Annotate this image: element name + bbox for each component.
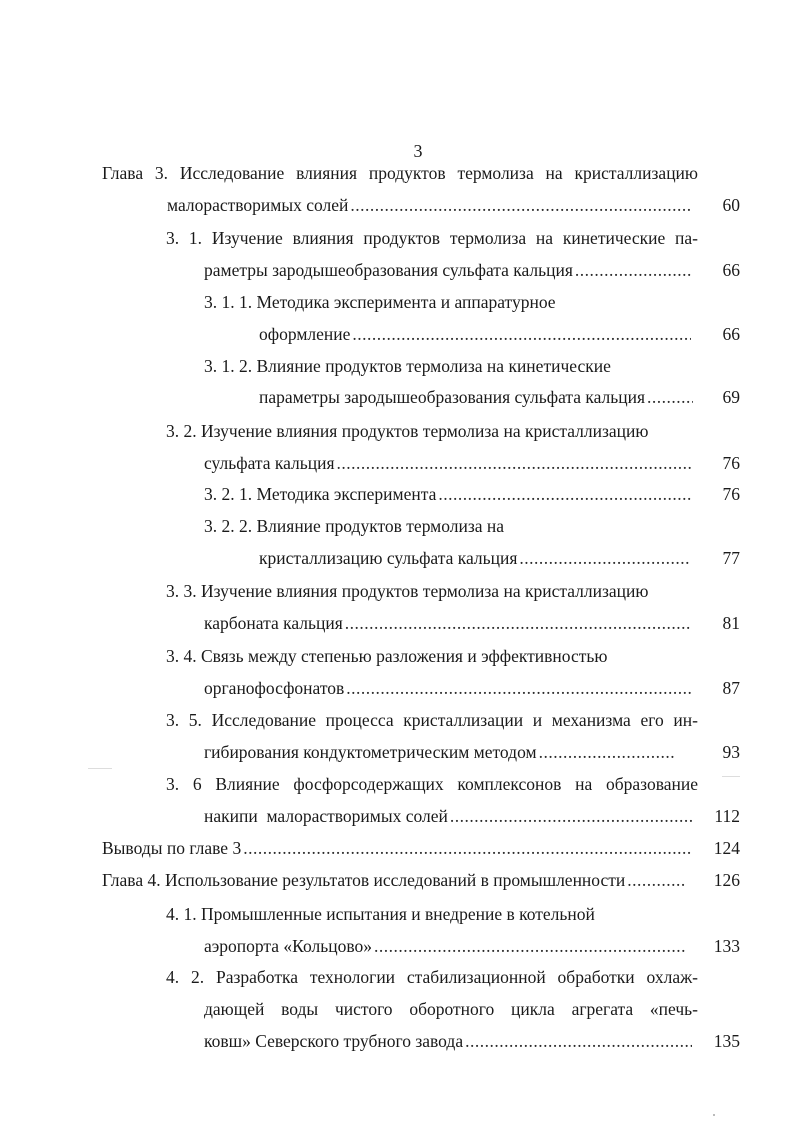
toc-entry-text-line: Глава 4. Использование результатов исследований в промышленности .....	[102, 869, 686, 891]
toc-entry-text-line: 3. 4. Связь между степенью разложения и эффективностью	[166, 646, 608, 666]
toc-entry-text-line: гибирования кондуктометрическим методом .....	[204, 741, 674, 763]
toc-entry-text-line: 3. 1. Изучение влияния продуктов термолиза на кинетические па-	[166, 228, 698, 248]
toc-entry-text-line: 3. 2. 1. Методика эксперимента .....	[204, 483, 691, 505]
toc-entry-text-line: сульфата кальция .....	[204, 452, 691, 474]
toc-page-number: 76	[722, 484, 740, 504]
toc-entry-text-line: кристаллизацию сульфата кальция .....	[259, 547, 691, 569]
toc-entry-text-line: органофосфонатов .....	[204, 677, 692, 699]
toc-page-number: 69	[722, 387, 740, 407]
toc-entry-text-line: 3. 6 Влияние фосфорсодержащих комплексонов на образование	[166, 774, 698, 794]
toc-entry-text-line: раметры зародышеобразования сульфата кальция .....	[204, 259, 692, 281]
toc-entry-text-line: оформление .....	[259, 323, 691, 345]
toc-entry-text-line: 3. 2. 2. Влияние продуктов термолиза на	[204, 516, 505, 536]
toc-entry-text-line: 3. 1. 2. Влияние продуктов термолиза на кинетические	[204, 356, 611, 376]
toc-page-number: 77	[722, 548, 740, 568]
scan-speck	[722, 776, 740, 777]
page-number: 3	[413, 141, 423, 161]
toc-entry-text-line: 3. 3. Изучение влияния продуктов термолиза на кристаллизацию	[166, 581, 649, 601]
toc-page-number: 112	[714, 806, 740, 826]
toc-entry-text-line: Выводы по главе 3 .....	[102, 837, 691, 859]
toc-page-number: 126	[713, 870, 740, 890]
toc-page-number: 87	[722, 678, 740, 698]
toc-page-number: 60	[722, 195, 740, 215]
toc-entry-text-line: малорастворимых солей .....	[167, 194, 690, 216]
toc-entry-text-line: дающей воды чистого оборотного цикла агрегата «печь-	[204, 999, 698, 1019]
toc-page-number: 135	[713, 1031, 740, 1051]
toc-entry-text-line: 4. 1. Промышленные испытания и внедрение в котельной	[166, 904, 595, 924]
toc-entry-text-line: параметры зародышеобразования сульфата кальция .....	[259, 386, 693, 408]
toc-page-number: 93	[722, 742, 740, 762]
toc-page-number: 76	[722, 453, 740, 473]
toc-entry-text-line: 3. 1. 1. Методика эксперимента и аппаратурное	[204, 292, 556, 312]
toc-entry-text-line: накипи малорастворимых солей .....	[204, 805, 692, 827]
toc-page-number: 124	[713, 838, 740, 858]
toc-entry-text-line: 3. 2. Изучение влияния продуктов термолиза на кристаллизацию	[166, 421, 649, 441]
toc-page-number: 66	[722, 260, 740, 280]
scan-speck	[713, 1114, 715, 1116]
toc-page-number: 81	[722, 613, 740, 633]
scan-speck	[88, 768, 112, 769]
toc-entry-text-line: 4. 2. Разработка технологии стабилизационной обработки охлаж-	[166, 967, 698, 987]
toc-entry-text-line: 3. 5. Исследование процесса кристаллизации и механизма его ин-	[166, 710, 698, 730]
toc-entry-text-line: ковш» Северского трубного завода .....	[204, 1030, 692, 1052]
toc-entry-text-line: карбоната кальция .....	[204, 612, 692, 634]
toc-page-number: 66	[722, 324, 740, 344]
toc-page-number: 133	[713, 936, 740, 956]
toc-entry-text-line: Глава 3. Исследование влияния продуктов термолиза на кристаллизацию	[102, 163, 698, 183]
toc-entry-text-line: аэропорта «Кольцово» .....	[204, 935, 686, 957]
